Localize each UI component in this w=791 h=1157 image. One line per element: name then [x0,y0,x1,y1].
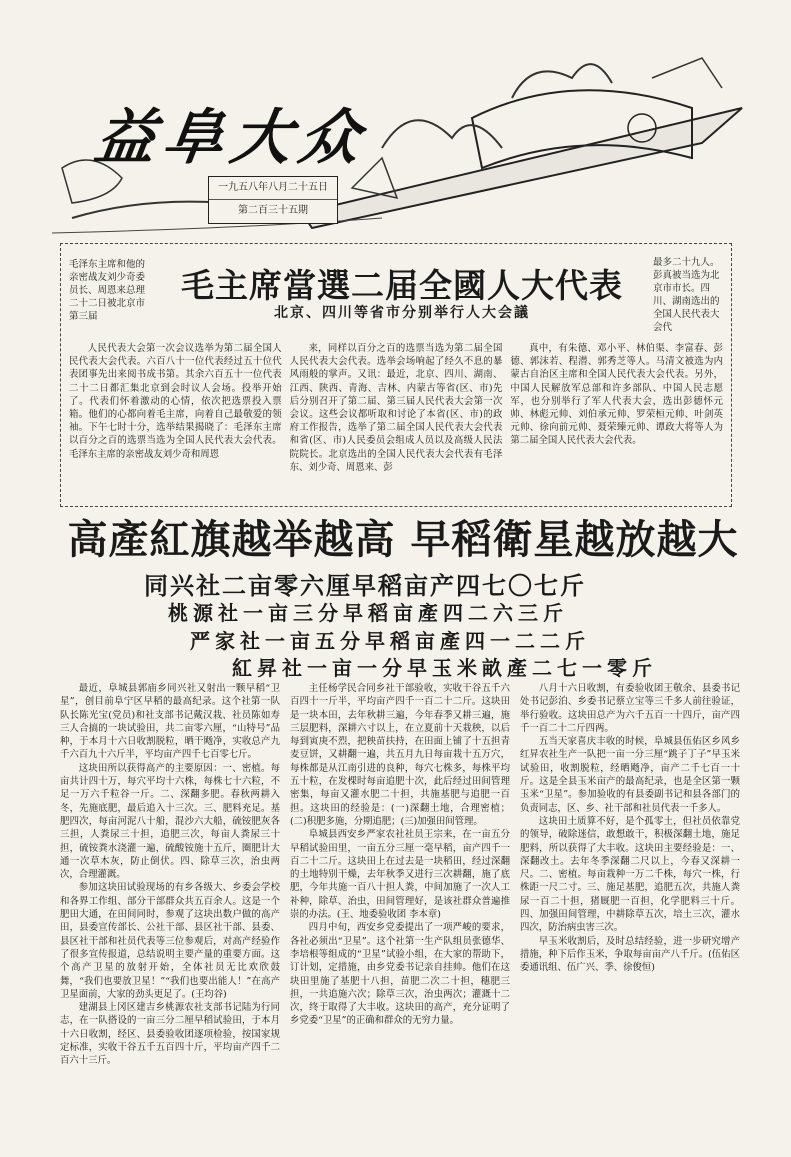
masthead [52,38,752,238]
main-subhead-1: 同兴社二亩零六厘早稻亩产四七〇七斤 [144,571,586,600]
top-subhead: 北京、四川等省市分别举行人大会議 [274,305,530,321]
top-column-1: 人民代表大会第一次会议选举为第二届全国人民代表大会代表。六百八十一位代表经过五十位代表团事先出来阅书成书第。其余六百五十一位代表二十二日都汇集北京到会时议人会场。投举开始了。代表们怀着激动的心情，依次把选票投入票箱。他们的心都向着毛主席，向着自己最敬爱的领袖。下午七时十分，选举结果揭晓了：毛泽东主席以百分之百的选票当选为全国人民代表大会代表。毛泽东主席的亲密战友刘少奇和周恩 [69,343,282,460]
main-subhead-3: 严家社一亩五分早稻亩產四一二二斤 [190,629,590,653]
top-column-2: 来，同样以百分之百的选票当选为第二届全国人民代表大会代表。选举会场响起了经久不息的暴风雨般的掌声。又讯：最近，北京、四川、湖南、江西、陕西、青海、吉林、内蒙古等省(区、市)先后分别召开了第二届、第三届人民代表大会第一次会议。这些会议都听取和讨论了本省(区、市)的政府工作报告，选举了第二届全国人民代表大会代表和省(区、市)人民委员会组成人员以及高级人民法院院长。北京选出的全国人民代表大会代表有毛泽东、刘少奇、周恩来、彭 [289,343,503,473]
main-column-1 [60,682,280,1087]
issue-number: 第二百三十五期 [238,205,308,216]
paragraph: 最近，阜城县郭庙乡同兴社又射出一颗早稻“卫星”，创目前阜宁区早稻的最高纪录。这个社第一队队长陈光宝(党员)和社支部书记戴汉栽、社员陈如寿三人合搞的一块试验田，共二亩零六厘，“山特号”品种，于本月十六日收割脱粒，晒干飏净，实收总产九千六百九十六斤半，平均亩产四千七百零七斤。 [60,683,280,761]
paragraph: 五当天家喜庆丰收的时候，阜城县伍佑区乡风乡红昇农社生产一队把一亩一分三厘“跳子丁子”早玉米试验田，收割脱粒，经晒飏净，亩产二千七百一十斤。这是全县玉米亩产的最高纪录，也是全区第一颗玉米“卫星”。参加验收的有县委副书记和县各部门的负责同志，区、乡、社干部和社员代表一千多人。 [520,736,740,814]
main-subhead-4: 紅昇社一亩一分早玉米畝產二七一零斤 [232,656,657,680]
top-headline: 毛主席當選二届全國人大代表 [181,266,623,305]
photo-caption-left: 毛泽东主席和他的亲密战友刘少奇委员长、周恩来总理二十二日被北京市第三届 [69,259,146,322]
paragraph: 建湖县上冈区建吉乡桃源农社支部书记陆为行同志，在一队搭设的一亩三分二厘早稻试验田，于本月十六日收割，经区、县委验收团逐项检验，按国家规定标准，实收干谷五千五百四十斤，平均亩产四千二百六十三斤。 [60,1002,280,1067]
main-column-2 [290,682,510,1087]
paragraph: 八月十六日收割，有委验收团王敬余、县委书记处书记彭泊、乡委书记蔡立宝等三千多人前往验证，举行验收。这块田总产为六千五百一十四斤，亩产四千一百二十二斤四两。 [520,683,740,734]
paragraph: 早玉米收割后，及时总结经验，进一步研究增产措施，种下后作玉米，争取每亩亩产八千斤。(伍佑区委通讯组、伍广兴、季、徐俊恒) [520,935,740,974]
paragraph: 主任杨学民合同乡社干部验收，实收干谷五千六百四十一斤半，平均亩产四千一百二十二斤。这块田是一块本田，去年秋耕三遍，今年春季又耕三遍，施三层肥料，深耕六寸以上，在立夏前十天栽秧，以后每到寅庚不烈，把秧苗扶持，在田面上铺了十五担青麦豆饼，又耕翻一遍，共五月九日每亩栽十五万穴，每株都是从江南引进的良种，每穴七株多，每株平均五十粒，在发棵时每亩追肥十次，此后经过田间管理密集，每亩又灌水肥二十担，共施基肥与追肥一百担。这块田的经验是：(一)深翻土地，合理密植；(二)积肥多施，分期追肥；(三)加强田间管理。 [290,683,510,827]
top-column-3: 真中，有朱德、邓小平、林伯渠、李富春、彭德、郭沫若、程潜、郭秀芝等人。马清文被选为内蒙古自治区主席和全国人民代表大会代表。另外，中国人民解放军总部和许多部队、中国人民志愿军，也分别举行了军人代表大会，选出彭德怀元帅、林彪元帅、刘伯承元帅、罗荣桓元帅、叶剑英元帅、徐向前元帅、聂荣臻元帅、谭政大将等人为第二届全国人民代表大会代表。 [510,343,724,447]
main-headline: 高產紅旗越举越高 早稻衛星越放越大 [67,516,739,563]
paragraph: 这块田土质算不好，是个孤零土，但社员依靠党的领导，破除迷信，敢想敢干，积极深翻土地，施足肥料，所以获得了大丰收。这块田主要经验是：一、深翻改土。去年冬季深翻二尺以上，今春又深耕一尺。二、密植。每亩栽种一万二千株，每穴一株，行株距一尺二寸。三、施足基肥，追肥五次，共施人粪尿一百二十担，猪厩肥一百担，化学肥料三十斤。四、加强田间管理，中耕除草五次，培土三次，灌水四次，防治病虫害三次。 [520,815,740,934]
top-article [60,243,732,507]
issue-date: 一九五八年八月二十五日 [209,177,337,200]
top-article-body [69,342,723,502]
masthead-title: 益阜大众 [90,103,373,173]
main-article-body [60,682,740,1087]
main-column-3 [520,682,740,1087]
paragraph: 四月中旬，西安乡党委提出了一项严峻的要求，各社必须出“卫星”。这个社第一生产队组员张德华、李培根等组成的“卫星”试验小组，在大家的帮助下，订计划，定措施，由乡党委书记亲自挂帅。他们在这块田里施了基肥十八担，苗肥二次二十担，穗肥三担，一共追施六次；除草三次，治虫两次；灌溉十二次，终于取得了大丰收。这块田的高产，充分证明了乡党委“卫星”的正确和群众的无穷力量。 [290,922,510,1027]
main-subhead-2: 桃源社一亩三分早稻亩產四二六三斤 [168,601,568,625]
paragraph: 参加这块田试验现场的有乡各级大、乡委会学校和各界工作组、部分干部群众共五百余人。这是一个肥田大通，在田间同时，参观了这块出数户做的高产田，县委宣传部长、公社干部、县区社干部、县委、县区社干部和社员代表等三位参观后，对高产经验作了很多宣传报道，总结说明主要产量的重要方面。这个高产卫星的放射开始，全体社员无比欢欣鼓舞，“我们也要放卫星！”“我们也要出能人！”在高产卫星面前，大家的劲头更足了。(王均谷) [60,882,280,1000]
photo-caption-right: 最多二十九人。彭真被当选为北京市市长。四川、湖南选出的全国人民代表大会代 [653,257,720,333]
paragraph: 阜城县西安乡严家农社社员王宗来，在一亩五分早稻试验田里，一亩五分三厘一毫早稻，亩产四千一百二十二斤。这块田上在过去是一块稻田，经过深翻的土地特别干燥，去年秋季又进行三次耕翻，施了底肥，今年共施一百八十担人粪，中间加施了一次人工补种，除草、治虫，田间管理好，是该社群众普遍推崇的办法。(王、地委验收团 李本章) [290,829,510,921]
issue-date-box [208,176,338,224]
paragraph: 这块田所以获得高产的主要原因：一、密植。每亩共计四十万，每穴平均十六株，每株七十六粒，不足一万六千粒谷一斤。二、深翻多肥。春秋两耕入冬，先施底肥，最后追入十三次。三、肥料充足。基肥四次，每亩河泥八十船，混沙六大船，硫铵肥灰各三担，人粪尿三十担，追肥三次，每亩人粪尿三十担，硫铵粪水浇灌一遍，硫酸铵施十五斤，圈肥计大通一次草木灰，防止倒伏。四、除草三次，治虫两次，合理灌溉。 [60,762,280,881]
